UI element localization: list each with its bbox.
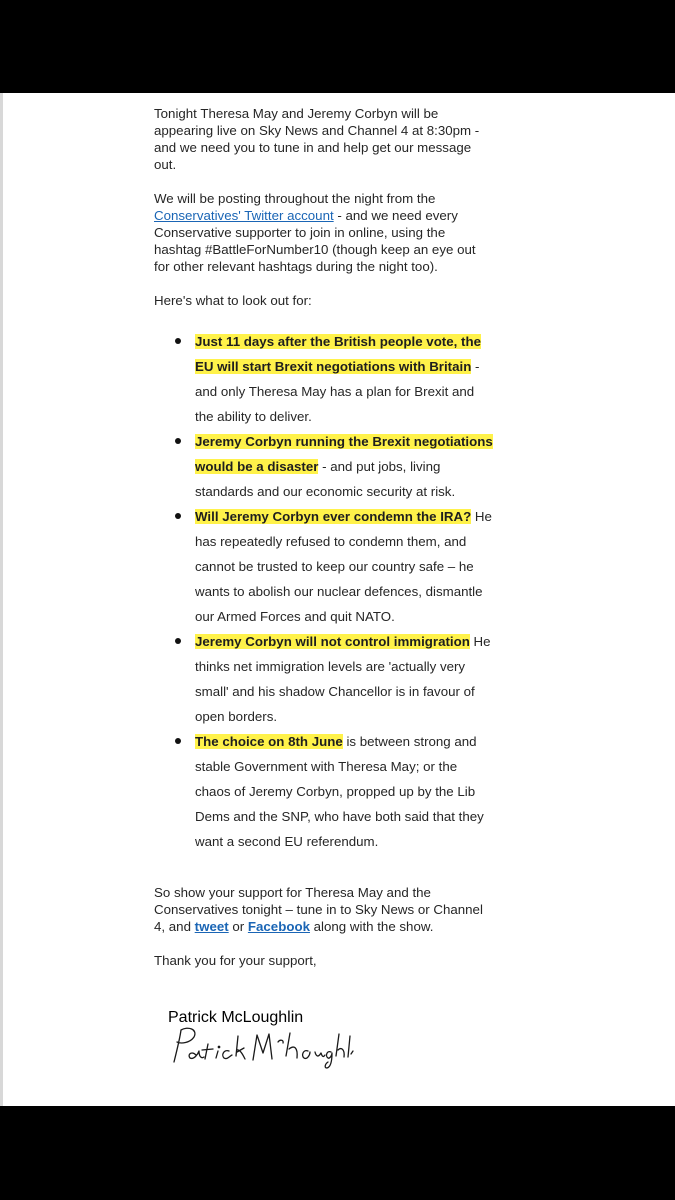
bullet-text: - and only Theresa May has a plan for Brexit and the ability to deliver.: [195, 359, 480, 424]
highlighted-text: Will Jeremy Corbyn ever condemn the IRA?: [195, 509, 472, 524]
bullet-text: He has repeatedly refused to condemn them, and cannot be trusted to keep our country safe – he wants to abolish our nuclear defences, dismantle our Armed Forces and quit NATO.: [195, 509, 492, 624]
signature: [168, 1009, 358, 1070]
bottom-band: [0, 1106, 675, 1200]
closing-paragraph: [154, 884, 494, 935]
bullet-icon: [175, 738, 181, 744]
twitter-paragraph: [154, 190, 494, 275]
highlighted-text: Just 11 days after the British people vote, the EU will start Brexit negotiations with Britain: [195, 334, 481, 374]
bullet-text: - and put jobs, living standards and our economic security at risk.: [195, 459, 456, 499]
list-item: [154, 729, 494, 854]
bullet-icon: [175, 438, 181, 444]
intro-paragraph: Tonight Theresa May and Jeremy Corbyn will be appearing live on Sky News and Channel 4 at 8:30pm - and we need you to tune in and help get our message out.: [154, 106, 480, 172]
twitter-paragraph-end: - and we need every Conservative supporter to join in online, using the hashtag #BattleForNumber10 (though keep an eye out for other relevant hashtags during the night too).: [154, 208, 476, 274]
list-item: [154, 429, 494, 504]
key-points-list: [154, 329, 494, 854]
highlighted-text: Jeremy Corbyn will not control immigration: [195, 634, 470, 649]
bullet-text: He thinks net immigration levels are 'actually very small' and his shadow Chancellor is in favour of open borders.: [195, 634, 491, 724]
list-item: [154, 629, 494, 729]
closing-text-start: So show your support for Theresa May and the Conservatives tonight – tune in to Sky News or Channel 4, and: [154, 885, 483, 934]
list-item: [154, 504, 494, 629]
closing-text-end: along with the show.: [309, 919, 434, 934]
facebook-link[interactable]: Facebook: [247, 919, 310, 934]
bullet-icon: [175, 513, 181, 519]
list-item: [154, 329, 494, 429]
signature-text: Patrick McLoughlin: [168, 1009, 304, 1026]
closing-text-or: or: [228, 919, 248, 934]
lookout-heading: Here's what to look out for:: [154, 293, 312, 308]
sign-off: Thank you for your support,: [154, 953, 317, 968]
page-edge: [0, 93, 3, 1106]
letter-body: [154, 105, 494, 969]
bullet-icon: [175, 638, 181, 644]
twitter-paragraph-start: We will be posting throughout the night from the: [154, 191, 436, 206]
bullet-text: is between strong and stable Government with Theresa May; or the chaos of Jeremy Corbyn, propped up by the Lib Dems and the SNP, who have both said that they want a second EU referendum.: [195, 734, 484, 849]
tweet-link[interactable]: tweet: [194, 919, 229, 934]
highlighted-text: The choice on 8th June: [195, 734, 343, 749]
bullet-icon: [175, 338, 181, 344]
highlighted-text: Jeremy Corbyn running the Brexit negotiations would be a disaster: [195, 434, 493, 474]
twitter-account-link[interactable]: Conservatives' Twitter account: [154, 208, 334, 223]
